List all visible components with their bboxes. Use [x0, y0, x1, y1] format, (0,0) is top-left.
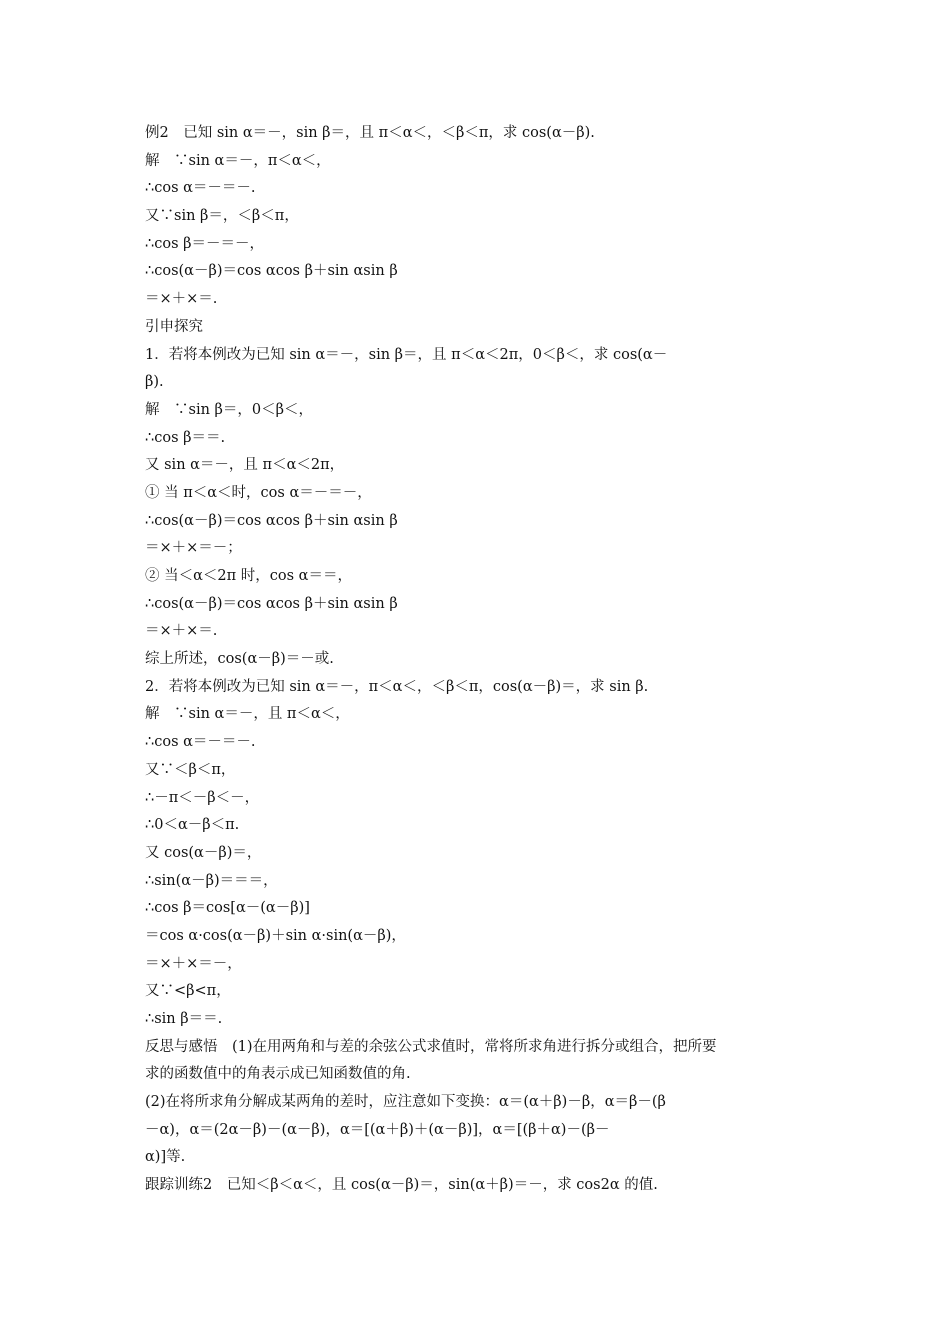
solution-line: ＝×＋×＝－， [145, 955, 242, 972]
solution-line: ∴0＜α－β＜π. [145, 817, 240, 834]
solution-line: 又∵sin β＝，＜β＜π， [145, 208, 299, 225]
reflection-point-2: (2)在将所求角分解成某两角的差时，应注意如下变换：α＝(α＋β)－β，α＝β－(β [145, 1094, 666, 1111]
solution-line: ∴cos β＝－＝－， [145, 235, 265, 252]
solution-line: ② 当＜α＜2π 时，cos α＝＝， [145, 568, 352, 584]
solution-line: ∴cos α＝－＝－. [145, 180, 256, 197]
reflection-paragraph: 反思与感悟 (1)在用两角和与差的余弦公式求值时，常将所求角进行拆分或组合，把所要 [145, 1038, 717, 1055]
solution-line: ＝×＋×＝. [145, 291, 218, 308]
solution-line: ∴sin β＝＝. [145, 1011, 223, 1027]
solution-line: ∴sin(α－β)＝＝＝， [145, 872, 278, 889]
solution-line: ＝×＋×＝－； [145, 540, 242, 557]
solution-line: ∴cos(α－β)＝cos αcos β＋sin αsin β [145, 512, 398, 529]
reflection-point-2-cont: －α)，α＝(2α－β)－(α－β)，α＝[(α＋β)＋(α－β)]，α＝[(β＋α)－(β－ [145, 1121, 610, 1138]
practice-2-statement: 跟踪训练2 已知＜β＜α＜，且 cos(α－β)＝，sin(α＋β)＝－，求 cos2α 的值. [145, 1177, 658, 1194]
solution-line: 解 ∵sin β＝，0＜β＜， [145, 401, 314, 418]
variant-1-statement: 1．若将本例改为已知 sin α＝－，sin β＝，且 π＜α＜2π，0＜β＜，求 cos(α－ [145, 346, 668, 363]
solution-line: 又∵<β<π， [145, 983, 231, 1000]
document-body [145, 120, 810, 1200]
solution-line: 解 ∵sin α＝－，π＜α＜， [145, 152, 331, 169]
example-2-statement: 例2 已知 sin α＝－，sin β＝，且 π＜α＜，＜β＜π，求 cos(α－β). [145, 125, 595, 141]
solution-line: ∴cos β＝cos[α－(α－β)] [145, 900, 310, 917]
solution-line: ＝×＋×＝. [145, 623, 218, 640]
solution-line: 又 sin α＝－，且 π＜α＜2π， [145, 457, 345, 474]
solution-line: 解 ∵sin α＝－，且 π＜α＜， [145, 706, 350, 723]
reflection-paragraph-cont: 求的函数值中的角表示成已知函数值的角. [145, 1066, 411, 1083]
reflection-point-2-cont: α)]等. [145, 1149, 186, 1166]
variant-2-statement: 2．若将本例改为已知 sin α＝－，π＜α＜，＜β＜π，cos(α－β)＝，求 sin β. [145, 678, 649, 695]
solution-line: ∴cos(α－β)＝cos αcos β＋sin αsin β [145, 263, 398, 280]
solution-line: 综上所述，cos(α－β)＝－或. [145, 651, 334, 668]
solution-line: ① 当 π＜α＜时，cos α＝－＝－， [145, 484, 372, 501]
solution-line: ∴cos(α－β)＝cos αcos β＋sin αsin β [145, 595, 398, 612]
solution-line: 又 cos(α－β)＝， [145, 844, 262, 861]
variant-1-statement-cont: β). [145, 374, 164, 391]
solution-line: 又∵＜β＜π， [145, 761, 236, 778]
solution-line: ∴cos β＝＝. [145, 429, 226, 446]
solution-line: ∴cos α＝－＝－. [145, 734, 256, 751]
solution-line: ∴－π＜－β＜－， [145, 789, 260, 806]
section-heading: 引申探究 [145, 318, 203, 335]
solution-line: ＝cos α·cos(α－β)＋sin α·sin(α－β)， [145, 927, 406, 944]
